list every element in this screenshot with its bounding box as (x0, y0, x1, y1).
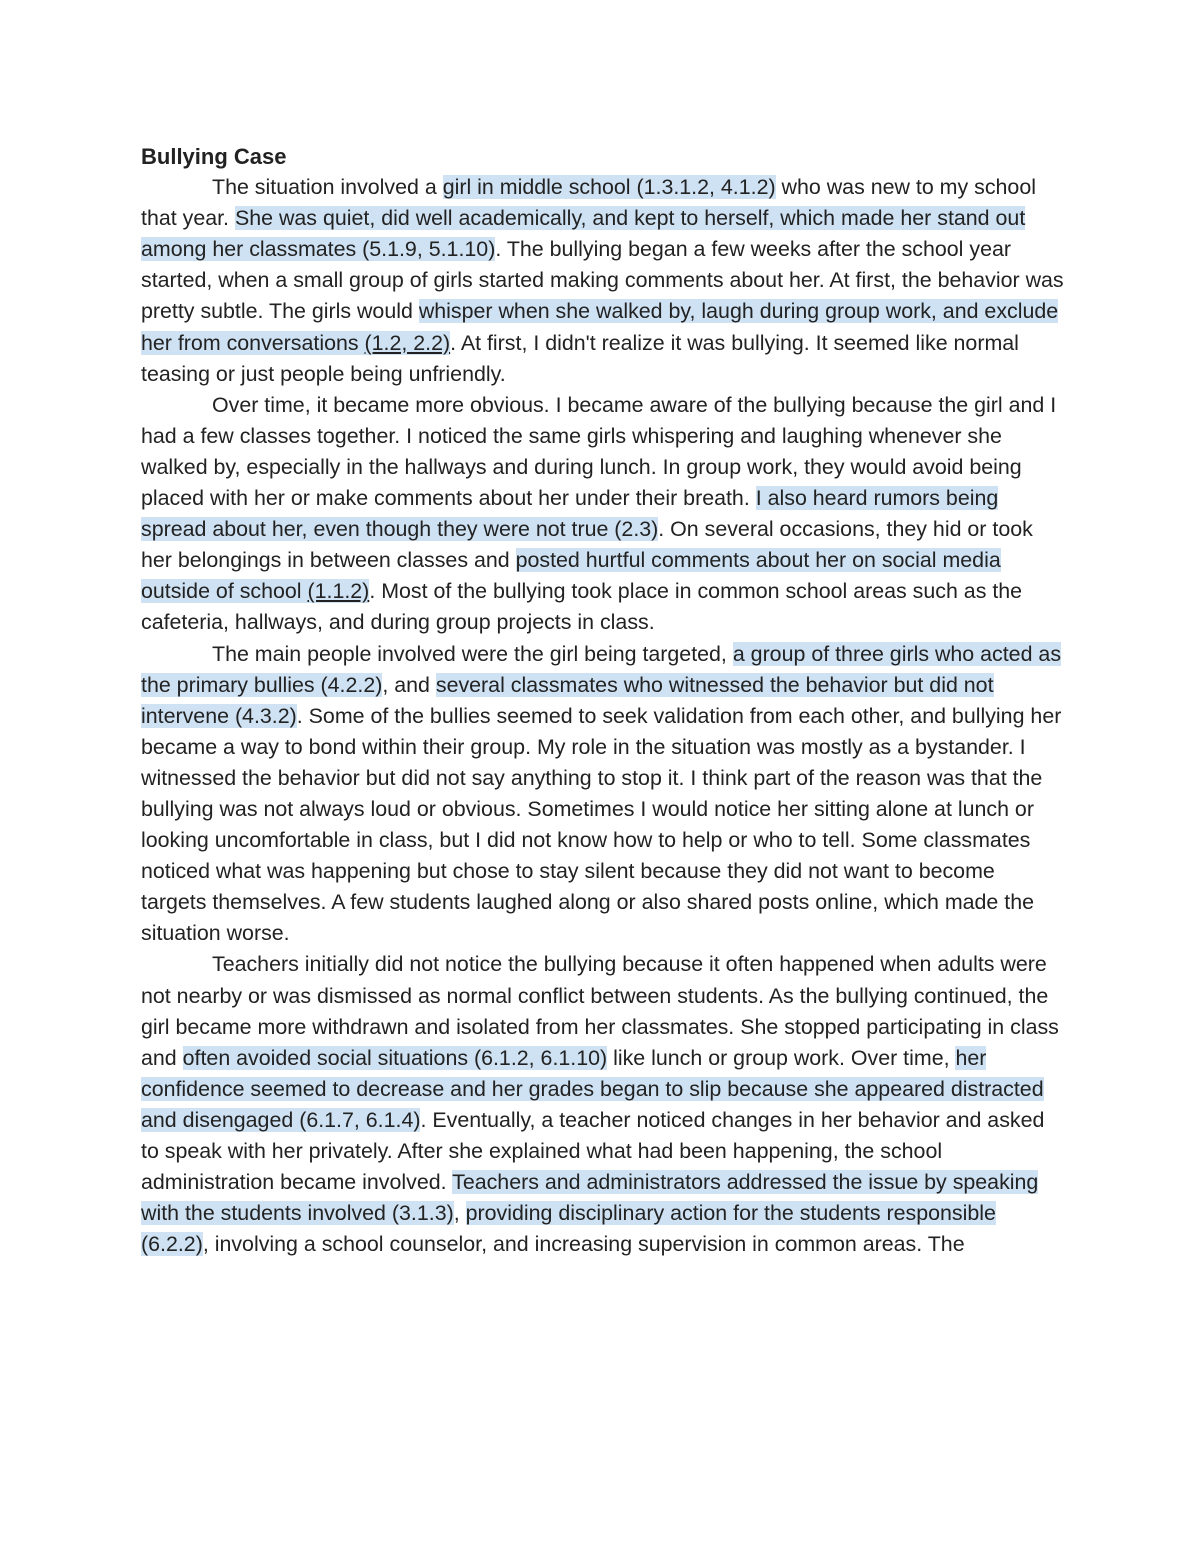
paragraph-4 (141, 949, 1065, 1260)
text-segment: , involving a school counselor, and increasing supervision in common areas. The (202, 1232, 965, 1257)
highlighted-text: She was quiet, did well academically, and kept to herself, which made her stand out among her classmates (5.1.9, 5.1.10) (141, 206, 1026, 262)
text-segment: . Most of the bullying took place in common school areas such as the cafeteria, hallways, and during group projects in class. (141, 579, 1023, 635)
text-segment: . Eventually, a teacher noticed changes in her behavior and asked to speak with her privately. After she explained what had been happening, the school administration became involved. (141, 1107, 1045, 1195)
highlighted-text: I also heard rumors being spread about her, even though they were not true (2.3) (141, 486, 999, 542)
paragraph-3 (141, 639, 1065, 950)
paragraphs-container (141, 172, 1065, 1260)
document-title: Bullying Case (141, 144, 287, 169)
highlighted-text: several classmates who witnessed the behavior but did not intervene (4.3.2) (141, 672, 994, 728)
highlighted-text: posted hurtful comments about her on social media outside of school (141, 548, 1001, 604)
highlighted-text: providing disciplinary action for the students responsible (6.2.2) (141, 1201, 996, 1257)
text-segment: . The bullying began a few weeks after the school year started, when a small group of girls started making comments about her. At first, the behavior was pretty subtle. The girls would (141, 237, 1064, 324)
highlighted-text: often avoided social situations (6.1.2, 6.1.10) (182, 1045, 608, 1070)
highlighted-text: (1.2, 2.2) (364, 330, 451, 355)
highlighted-text: whisper when she walked by, laugh during group work, and exclude her from conversations (141, 299, 1059, 355)
paragraph-2 (141, 390, 1065, 639)
highlighted-text: Teachers and administrators addressed the issue by speaking with the students involved (3.1.3) (141, 1170, 1039, 1226)
highlighted-text: her confidence seemed to decrease and her grades began to slip because she appeared distracted and disengaged (6.1.7, 6.1.4) (141, 1045, 1044, 1132)
text-segment: , (453, 1201, 466, 1226)
highlighted-text: (1.1.2) (307, 579, 370, 604)
text-segment: who was new to my school that year. (141, 175, 1036, 231)
highlighted-text: a group of three girls who acted as the primary bullies (4.2.2) (141, 641, 1062, 697)
text-segment: The situation involved a (212, 175, 443, 200)
text-segment: . At first, I didn't realize it was bullying. It seemed like normal teasing or just people being unfriendly. (141, 330, 1019, 386)
text-segment: . On several occasions, they hid or took her belongings in between classes and (141, 517, 1033, 573)
text-segment: . Some of the bullies seemed to seek validation from each other, and bullying her became a way to bond within their group. My role in the situation was mostly as a bystander. I witnessed the behavior but did not say anything to stop it. I think part of the reason was that the bullying was not always loud or obvious. Sometimes I would notice her sitting alone at lunch or looking uncomfortable in class, but I did not know how to help or who to tell. Some classmates noticed what was happening but chose to stay silent because they did not want to become targets themselves. A few students laughed along or also shared posts online, which made the situation worse. (141, 703, 1062, 946)
paragraph-1 (141, 172, 1065, 390)
text-segment: , and (382, 672, 436, 697)
highlighted-text: girl in middle school (1.3.1.2, 4.1.2) (442, 175, 776, 200)
text-segment: Teachers initially did not notice the bullying because it often happened when adults were not nearby or was dismissed as normal conflict between students. As the bullying continued, the girl became more withdrawn and isolated from her classmates. She stopped participating in class and (141, 952, 1059, 1070)
text-segment: The main people involved were the girl being targeted, (212, 641, 733, 666)
text-segment: like lunch or group work. Over time, (607, 1045, 956, 1070)
text-segment: Over time, it became more obvious. I became aware of the bullying because the girl and I had a few classes together. I noticed the same girls whispering and laughing whenever she walked by, especially in the hallways and during lunch. In group work, they would avoid being placed with her or make comments about her under their breath. (141, 392, 1057, 511)
document-body (141, 141, 1065, 1260)
